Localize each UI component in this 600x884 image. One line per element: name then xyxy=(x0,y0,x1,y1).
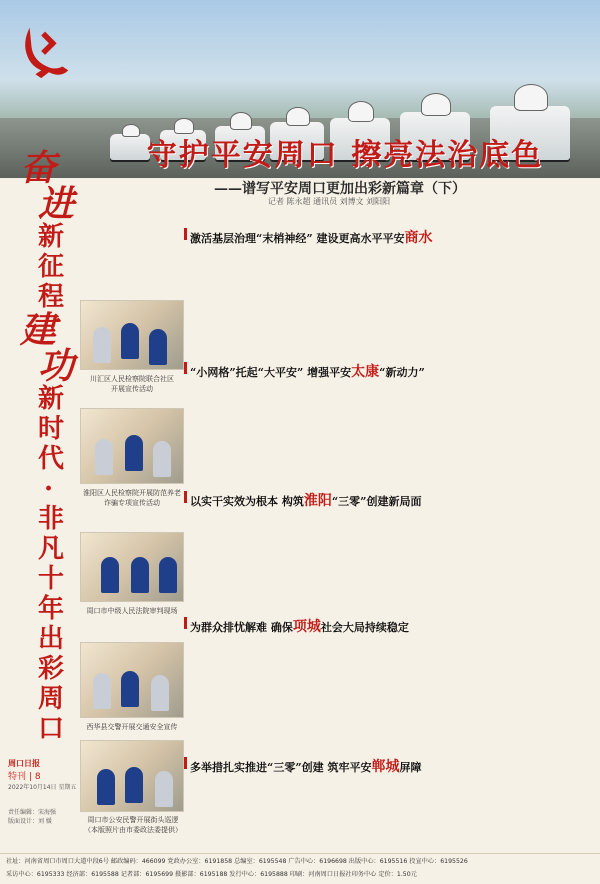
photo-anti-fraud-campaign xyxy=(80,408,184,484)
section-marker xyxy=(184,617,187,629)
section-title-suffix: “新动力” xyxy=(379,366,425,379)
slogan-char: 奋 xyxy=(20,147,57,189)
masthead-section xyxy=(8,769,78,782)
photo-figure xyxy=(93,327,111,363)
slogan-char: 口 xyxy=(38,714,65,744)
slogan-char: 功 xyxy=(38,345,75,387)
headline: 守护平安周口 擦亮法治底色 xyxy=(146,138,544,173)
footer-line: 社址：河南省周口市周口大道中段6号 邮政编码：466099 党政办公室：6191858 总编室：6195548 广告中心：6196698 出版中心：6195516 投宣中心：6195526 xyxy=(6,858,468,865)
section-title-text: 激活基层治理“末梢神经” 建设更高水平平安 xyxy=(190,232,405,245)
section-marker xyxy=(184,491,187,503)
section-title-suffix: 屏障 xyxy=(399,761,422,774)
section-title-county: 郸城 xyxy=(371,759,400,775)
slogan-char: 新 xyxy=(38,384,65,414)
slogan-char: 周 xyxy=(38,684,65,714)
slogan-char: 时 xyxy=(38,414,65,444)
photo-figure xyxy=(131,557,149,593)
section-marker xyxy=(184,228,187,240)
slogan-char: 进 xyxy=(38,183,75,225)
photo-figure xyxy=(121,671,139,707)
photo-caption: 西华县交警开展交通安全宣传 xyxy=(86,723,178,731)
slogan-char: 建 xyxy=(20,309,57,351)
page-number: 8 xyxy=(34,772,41,782)
footer xyxy=(0,853,600,884)
slogan-char: 年 xyxy=(38,594,65,624)
photo-community-promotion xyxy=(80,300,184,370)
photo-street-patrol xyxy=(80,740,184,812)
section-title xyxy=(190,490,422,510)
section-marker xyxy=(184,362,187,374)
photo-caption: 淮阳区人民检察院开展防范养老 诈骗专项宣传活动 xyxy=(83,489,181,507)
article-body xyxy=(190,511,590,607)
photo-courtroom xyxy=(80,532,184,602)
slogan-char: 十 xyxy=(38,564,65,594)
section-title xyxy=(190,227,432,247)
editor-credit: 责任编辑：宋海强 xyxy=(8,809,57,816)
section-title-suffix: “三零”创建新局面 xyxy=(331,495,422,508)
photo-figure xyxy=(153,441,171,477)
photo-traffic-safety xyxy=(80,642,184,718)
designer-credit: 版面设计：刘 媛 xyxy=(8,818,52,825)
article-body xyxy=(190,382,590,477)
issue-date: 2022年10月14日 星期五 xyxy=(8,784,77,791)
byline: 记者 陈永超 通讯员 刘博文 刘阳阳 xyxy=(268,197,391,206)
section-title-text: “小网格”托起“大平安” 增强平安 xyxy=(190,366,352,379)
photo-figure xyxy=(151,675,169,711)
photo-figure xyxy=(101,557,119,593)
photo-figure xyxy=(95,439,113,475)
slogan-char: 新 xyxy=(38,222,65,252)
photo-caption: 川汇区人民检察院联合社区 开展宣传活动 xyxy=(90,375,174,393)
section-title xyxy=(190,361,425,381)
photo-figure xyxy=(159,557,177,593)
photo-figure xyxy=(149,329,167,365)
section-title-text: 为群众排忧解难 确保 xyxy=(190,621,293,634)
section-title-suffix: 社会大局持续稳定 xyxy=(320,621,409,634)
slogan-char: 凡 xyxy=(38,534,65,564)
subhead: ——谱写平安周口更加出彩新篇章（下） xyxy=(214,181,466,197)
section-title-county: 商水 xyxy=(404,230,433,246)
photo-figure xyxy=(125,435,143,471)
section-title-text: 多举措扎实推进“三零”创建 筑牢平安 xyxy=(190,761,372,774)
slogan-char: 征 xyxy=(38,252,65,282)
article-body xyxy=(190,777,590,847)
section-title xyxy=(190,616,409,636)
photo-figure xyxy=(93,673,111,709)
section-title-text: 以实干实效为根本 构筑 xyxy=(190,495,304,508)
article-body xyxy=(190,248,590,348)
photo-caption: 周口市公安民警开展街头巡逻 （本版照片由市委政法委提供） xyxy=(84,816,182,834)
photo-figure xyxy=(121,323,139,359)
section-marker xyxy=(184,757,187,769)
section-title-county: 项城 xyxy=(292,619,321,635)
photo-figure xyxy=(97,769,115,805)
party-emblem-icon xyxy=(18,22,76,80)
slogan-char: 代 xyxy=(38,444,65,474)
section-title-county: 淮阳 xyxy=(303,493,332,509)
slogan-char: 彩 xyxy=(38,654,65,684)
section-title-county: 太康 xyxy=(351,364,380,380)
section-divider: | xyxy=(28,772,32,782)
slogan-char: 程 xyxy=(38,282,65,312)
photo-caption: 周口市中级人民法院审判现场 xyxy=(86,607,178,615)
masthead xyxy=(8,758,78,825)
slogan-char: 出 xyxy=(38,624,65,654)
footer-line: 采访中心：6195333 经济部：6195588 记者部：6195699 摄影部：6195188 发行中心：6195888 印刷：河南周口日报社印务中心 定价：1.50元 xyxy=(6,871,417,878)
masthead-name: 周口日报 xyxy=(8,759,40,768)
party-emblem xyxy=(18,22,76,80)
photo-figure xyxy=(155,771,173,807)
article-body xyxy=(190,637,590,747)
vertical-slogan xyxy=(20,147,75,744)
slogan-char: · xyxy=(44,474,54,504)
section-title xyxy=(190,756,421,776)
section-name: 特刊 xyxy=(8,772,27,782)
slogan-char: 非 xyxy=(38,504,65,534)
photo-figure xyxy=(125,767,143,803)
